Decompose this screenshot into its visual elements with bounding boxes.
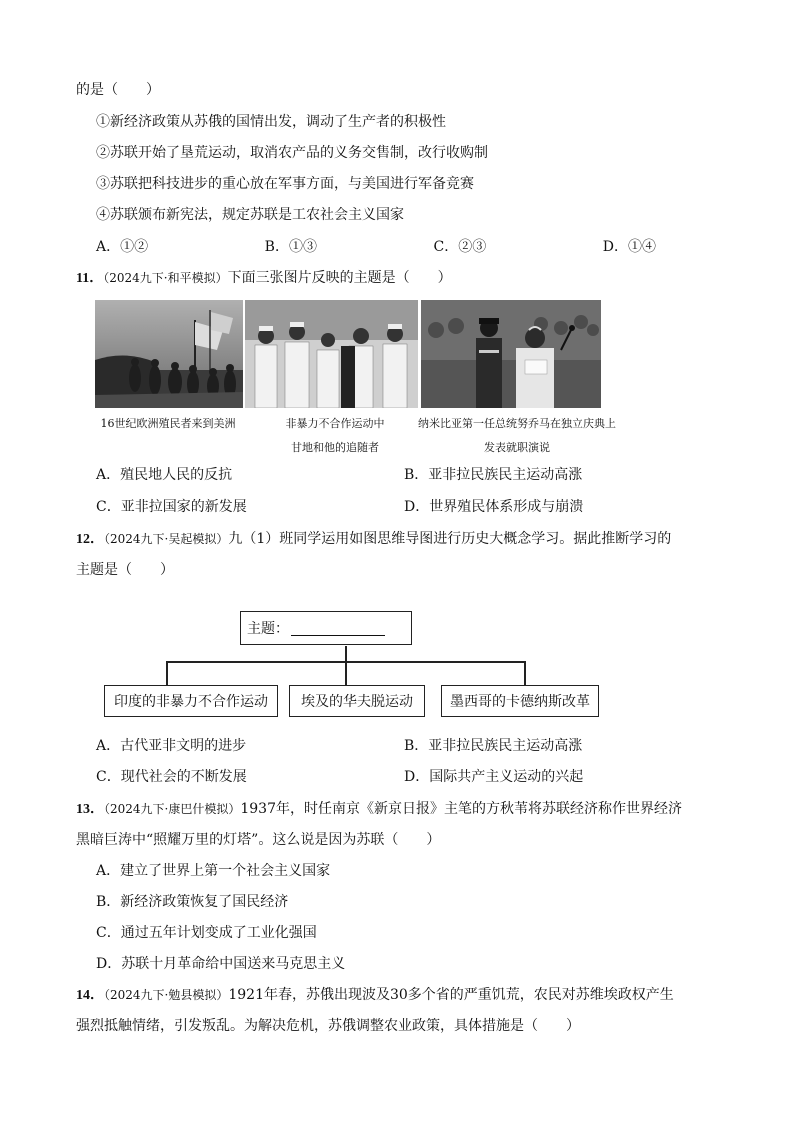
diagram-child-india: 印度的非暴力不合作运动 <box>104 685 278 717</box>
q13-number: 13． <box>76 802 104 817</box>
q12-stem-line1 <box>76 529 671 550</box>
q10-statement-3: ③苏联把科技进步的重心放在军事方面，与美国进行军备竞赛 <box>96 176 474 192</box>
q13-text-1: 1937年，时任南京《新京日报》主笔的方秋苇将苏联经济称作世界经济 <box>240 801 682 817</box>
q13-option-d[interactable]: D．苏联十月革命给中国送来马克思主义 <box>96 956 346 972</box>
q14-stem-line2: 强烈抵触情绪，引发叛乱。为解决危机，苏俄调整农业政策，具体措施是（ ） <box>76 1018 580 1034</box>
q14-text-1: 1921年春，苏俄出现波及30多个省的严重饥荒，农民对苏维埃政权产生 <box>228 987 674 1003</box>
q11-option-d[interactable]: D．世界殖民体系形成与崩溃 <box>404 499 584 515</box>
caption-photo-3-line1: 纳米比亚第一任总统努乔马在独立庆典上 <box>418 417 616 430</box>
caption-photo-3-line2: 发表就职演说 <box>484 441 550 454</box>
q12-option-b[interactable]: B．亚非拉民族民主运动高涨 <box>404 738 583 754</box>
q13-option-b[interactable]: B．新经济政策恢复了国民经济 <box>96 894 289 910</box>
q10-statement-4: ④苏联颁布新宪法，规定苏联是工农社会主义国家 <box>96 207 404 223</box>
q13-stem-line2: 黑暗巨涛中“照耀万里的灯塔”。这么说是因为苏联（ ） <box>76 832 441 848</box>
q13-source: （2024九下·康巴什模拟） <box>104 802 241 816</box>
photo-gandhi-followers <box>245 300 418 408</box>
q10-option-a[interactable]: A．①② <box>96 239 149 255</box>
diagram-connector-trunk <box>345 646 347 662</box>
q11-source: （2024九下·和平模拟） <box>103 271 228 285</box>
q14-source: （2024九下·勉县模拟） <box>104 988 229 1002</box>
q10-statement-1: ①新经济政策从苏俄的国情出发，调动了生产者的积极性 <box>96 114 446 130</box>
q12-number: 12． <box>76 532 104 547</box>
q14-stem-line1 <box>76 985 674 1006</box>
q11-option-c[interactable]: C．亚非拉国家的新发展 <box>96 499 247 515</box>
q11-number: 11． <box>76 271 104 286</box>
q13-option-a[interactable]: A．建立了世界上第一个社会主义国家 <box>96 863 331 879</box>
caption-photo-2-line2: 甘地和他的追随者 <box>291 441 379 454</box>
q10-option-d[interactable]: D．①④ <box>602 239 656 255</box>
q11-option-b[interactable]: B．亚非拉民族民主运动高涨 <box>404 467 583 483</box>
diagram-connector-left <box>166 661 168 685</box>
photo-colonists-landing <box>95 300 243 408</box>
q11-option-a[interactable]: A．殖民地人民的反抗 <box>96 467 233 483</box>
diagram-topic-label: 主题： <box>247 621 289 637</box>
diagram-topic-box <box>240 611 412 645</box>
diagram-connector-right <box>524 661 526 685</box>
q12-source: （2024九下·吴起模拟） <box>104 532 229 546</box>
diagram-child-egypt: 埃及的华夫脱运动 <box>289 685 425 717</box>
q10-options <box>96 237 656 257</box>
q12-text-1: 九（1）班同学运用如图思维导图进行历史大概念学习。据此推断学习的 <box>228 531 672 547</box>
q13-option-c[interactable]: C．通过五年计划变成了工业化强国 <box>96 925 317 941</box>
diagram-child-mexico: 墨西哥的卡德纳斯改革 <box>441 685 599 717</box>
q14-number: 14． <box>76 988 104 1003</box>
caption-photo-2-line1: 非暴力不合作运动中 <box>285 417 385 430</box>
q12-option-a[interactable]: A．古代亚非文明的进步 <box>96 738 247 754</box>
q12-stem-line2: 主题是（ ） <box>76 562 174 578</box>
q11-text: 下面三张图片反映的主题是（ ） <box>227 270 452 286</box>
q10-option-c[interactable]: C．②③ <box>433 239 487 255</box>
q10-option-b[interactable]: B．①③ <box>264 239 317 255</box>
photo-nujoma-speech <box>421 300 601 408</box>
diagram-connector-mid <box>345 661 347 685</box>
q12-option-d[interactable]: D．国际共产主义运动的兴起 <box>404 769 584 785</box>
diagram-topic-blank[interactable] <box>291 621 385 636</box>
q11-stem <box>76 268 452 289</box>
q13-stem-line1 <box>76 799 682 820</box>
q12-option-c[interactable]: C．现代社会的不断发展 <box>96 769 247 785</box>
caption-photo-1: 16世纪欧洲殖民者来到美洲 <box>100 417 236 430</box>
q10-statement-2: ②苏联开始了垦荒运动，取消农产品的义务交售制，改行收购制 <box>96 145 488 161</box>
q10-tail: 的是（ ） <box>76 82 160 98</box>
